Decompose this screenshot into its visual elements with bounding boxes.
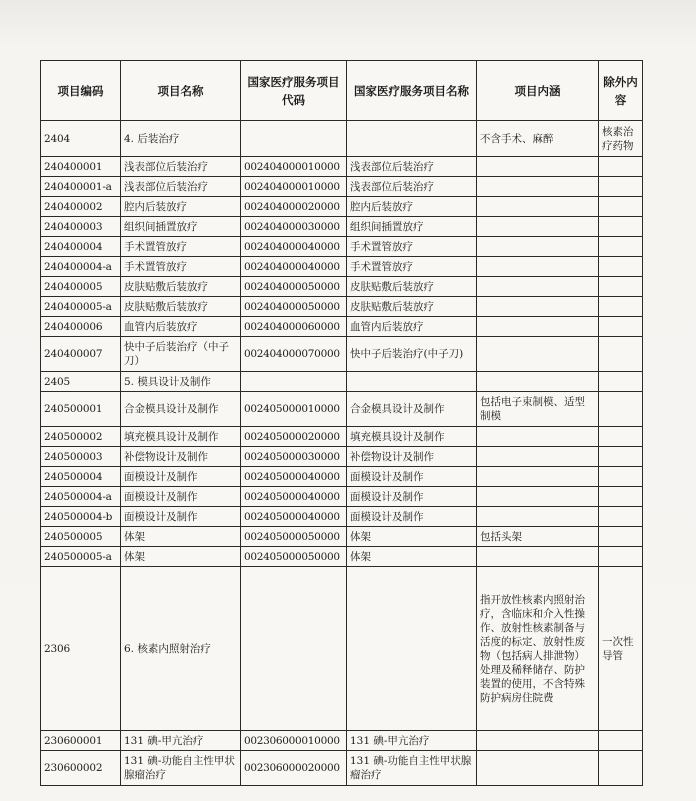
cell-code: 240400001 [41,157,121,177]
table-row [41,157,643,177]
cell-name: 血管内后装放疗 [121,317,241,337]
cell-content [477,157,599,177]
cell-content: 指开放性核素内照射治疗，含临床和介入性操作、放射性核素制备与活度的标定、放射性废物（包括病人排泄物）处理及稀释储存、防护装置的使用，不含特殊防护病房住院费 [477,567,599,731]
cell-nat-name: 皮肤贴敷后装放疗 [347,277,477,297]
cell-name: 浅表部位后装治疗 [121,157,241,177]
cell-excluded [599,751,643,786]
table-row [41,507,643,527]
cell-code: 240400007 [41,337,121,372]
cell-content: 不含手术、麻醉 [477,121,599,157]
cell-excluded [599,337,643,372]
cell-nat-name: 快中子后装治疗(中子刀) [347,337,477,372]
cell-nat-code: 002405000050000 [241,527,347,547]
cell-nat-name [347,121,477,157]
cell-code: 240500004-b [41,507,121,527]
table-row [41,317,643,337]
cell-nat-name: 面模设计及制作 [347,467,477,487]
cell-nat-name: 手术置管放疗 [347,237,477,257]
cell-excluded [599,547,643,567]
cell-nat-code: 002405000040000 [241,467,347,487]
cell-code: 240500002 [41,427,121,447]
cell-name: 体架 [121,527,241,547]
header-national-name: 国家医疗服务项目名称 [347,61,477,121]
cell-nat-code: 002405000030000 [241,447,347,467]
cell-nat-name: 填充模具设计及制作 [347,427,477,447]
cell-name: 手术置管放疗 [121,237,241,257]
cell-name: 皮肤贴敷后装放疗 [121,277,241,297]
cell-nat-name: 手术置管放疗 [347,257,477,277]
cell-nat-code: 002404000050000 [241,297,347,317]
cell-nat-code: 002405000040000 [241,487,347,507]
cell-name: 皮肤贴敷后装放疗 [121,297,241,317]
cell-content [477,447,599,467]
cell-excluded [599,487,643,507]
cell-nat-name: 浅表部位后装治疗 [347,177,477,197]
cell-nat-name: 体架 [347,547,477,567]
table-header-row [41,61,643,121]
cell-code: 230600002 [41,751,121,786]
cell-nat-code [241,372,347,392]
table-row [41,277,643,297]
cell-excluded [599,177,643,197]
cell-nat-name: 血管内后装放疗 [347,317,477,337]
cell-name: 6. 核素内照射治疗 [121,567,241,731]
table-row [41,177,643,197]
table-row [41,237,643,257]
cell-excluded [599,157,643,177]
header-national-code: 国家医疗服务项目代码 [241,61,347,121]
cell-excluded [599,197,643,217]
cell-excluded [599,237,643,257]
cell-excluded [599,257,643,277]
cell-content [477,507,599,527]
cell-content [477,217,599,237]
cell-excluded [599,372,643,392]
cell-content [477,257,599,277]
cell-nat-code: 002404000050000 [241,277,347,297]
cell-name: 快中子后装治疗（中子刀） [121,337,241,372]
table-row [41,392,643,427]
cell-content [477,372,599,392]
cell-code: 240400005 [41,277,121,297]
cell-excluded [599,217,643,237]
cell-nat-name [347,567,477,731]
cell-nat-code: 002404000060000 [241,317,347,337]
cell-code: 240400002 [41,197,121,217]
cell-excluded [599,317,643,337]
cell-excluded [599,467,643,487]
header-excluded-content: 除外内容 [599,61,643,121]
cell-excluded [599,507,643,527]
cell-code: 240500003 [41,447,121,467]
cell-nat-code: 002404000070000 [241,337,347,372]
cell-nat-name: 131 碘-功能自主性甲状腺瘤治疗 [347,751,477,786]
table-row [41,337,643,372]
cell-name: 补偿物设计及制作 [121,447,241,467]
table-row [41,197,643,217]
cell-code: 240400004 [41,237,121,257]
cell-excluded [599,427,643,447]
cell-content [477,177,599,197]
table-row [41,121,643,157]
cell-name: 腔内后装放疗 [121,197,241,217]
cell-name: 合金模具设计及制作 [121,392,241,427]
cell-nat-code: 002306000020000 [241,751,347,786]
cell-code: 240400001-a [41,177,121,197]
table-row [41,547,643,567]
cell-name: 体架 [121,547,241,567]
cell-name: 5. 模具设计及制作 [121,372,241,392]
cell-code: 230600001 [41,731,121,751]
cell-excluded [599,297,643,317]
table-row [41,567,643,731]
cell-name: 面模设计及制作 [121,467,241,487]
table-row [41,731,643,751]
cell-content [477,337,599,372]
cell-excluded [599,277,643,297]
cell-nat-code: 002405000050000 [241,547,347,567]
header-item-code: 项目编码 [41,61,121,121]
pricing-item-table [40,60,643,786]
cell-content [477,317,599,337]
cell-content [477,487,599,507]
cell-code: 240500005 [41,527,121,547]
cell-excluded [599,731,643,751]
cell-code: 240400006 [41,317,121,337]
cell-nat-name: 腔内后装放疗 [347,197,477,217]
cell-nat-name: 合金模具设计及制作 [347,392,477,427]
cell-content [477,197,599,217]
cell-name: 131 碘-功能自主性甲状腺瘤治疗 [121,751,241,786]
cell-excluded [599,527,643,547]
cell-content [477,731,599,751]
cell-nat-name [347,372,477,392]
cell-excluded: 一次性导管 [599,567,643,731]
cell-nat-code: 002404000010000 [241,157,347,177]
header-item-name: 项目名称 [121,61,241,121]
table-row [41,427,643,447]
table-row [41,372,643,392]
cell-nat-code: 002404000020000 [241,197,347,217]
cell-name: 4. 后装治疗 [121,121,241,157]
cell-nat-name: 皮肤贴敷后装放疗 [347,297,477,317]
cell-code: 2404 [41,121,121,157]
table-row [41,751,643,786]
cell-nat-code: 002404000010000 [241,177,347,197]
cell-nat-name: 体架 [347,527,477,547]
cell-nat-code: 002404000040000 [241,257,347,277]
cell-nat-code: 002306000010000 [241,731,347,751]
cell-name: 面模设计及制作 [121,487,241,507]
table-row [41,297,643,317]
cell-code: 240500005-a [41,547,121,567]
cell-code: 240500004 [41,467,121,487]
cell-nat-name: 补偿物设计及制作 [347,447,477,467]
cell-content: 包括头架 [477,527,599,547]
table-row [41,257,643,277]
cell-excluded: 核素治疗药物 [599,121,643,157]
cell-nat-name: 面模设计及制作 [347,507,477,527]
cell-name: 组织间插置放疗 [121,217,241,237]
cell-nat-name: 131 碘-甲亢治疗 [347,731,477,751]
table-row [41,467,643,487]
table-row [41,217,643,237]
cell-nat-code: 002405000010000 [241,392,347,427]
cell-nat-name: 浅表部位后装治疗 [347,157,477,177]
cell-code: 240500001 [41,392,121,427]
cell-excluded [599,392,643,427]
cell-content [477,297,599,317]
cell-nat-code [241,567,347,731]
cell-name: 131 碘-甲亢治疗 [121,731,241,751]
header-item-content: 项目内涵 [477,61,599,121]
cell-code: 240500004-a [41,487,121,507]
table-row [41,487,643,507]
cell-code: 240400003 [41,217,121,237]
cell-content [477,427,599,447]
cell-nat-code: 002405000020000 [241,427,347,447]
cell-content [477,547,599,567]
cell-name: 浅表部位后装治疗 [121,177,241,197]
cell-code: 2405 [41,372,121,392]
cell-nat-code: 002404000040000 [241,237,347,257]
cell-nat-code [241,121,347,157]
table-row [41,447,643,467]
cell-name: 填充模具设计及制作 [121,427,241,447]
cell-content [477,467,599,487]
table-row [41,527,643,547]
cell-name: 手术置管放疗 [121,257,241,277]
cell-excluded [599,447,643,467]
cell-content: 包括电子束制模、适型制模 [477,392,599,427]
cell-content [477,751,599,786]
cell-nat-code: 002404000030000 [241,217,347,237]
cell-name: 面模设计及制作 [121,507,241,527]
cell-content [477,277,599,297]
cell-nat-code: 002405000040000 [241,507,347,527]
cell-code: 240400004-a [41,257,121,277]
cell-nat-name: 组织间插置放疗 [347,217,477,237]
cell-nat-name: 面模设计及制作 [347,487,477,507]
cell-code: 2306 [41,567,121,731]
cell-code: 240400005-a [41,297,121,317]
cell-content [477,237,599,257]
